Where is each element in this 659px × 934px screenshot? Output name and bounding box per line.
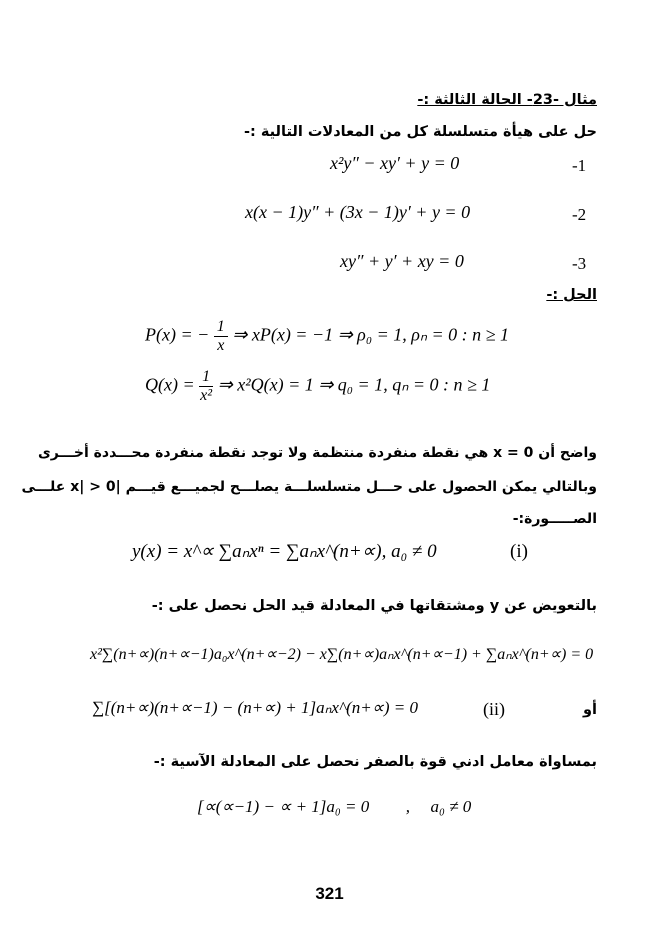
p-fraction-denominator: x bbox=[217, 337, 225, 354]
intro-text: حل على هيأة متسلسلة كل من المعادلات التالية :- bbox=[243, 124, 597, 140]
series-equation-tag: (i) bbox=[510, 541, 528, 562]
indicial-separator: , bbox=[405, 797, 411, 816]
paragraph-1-line-2: وبالتالي يمكن الحصول على حـــل متسلسلـــة يصلـــح لجميـــع قيـــم |x| > 0 علـــى bbox=[21, 479, 597, 495]
solution-label: الحل :- bbox=[546, 287, 597, 303]
q-fraction-numerator: 1 bbox=[199, 368, 213, 387]
indicial-condition: a₀ ≠ 0 bbox=[430, 797, 472, 816]
paragraph-2: بالتعويض عن y ومشتقاتها في المعادلة قيد الحل نحصل على :- bbox=[151, 598, 597, 614]
q-lhs: Q(x) = bbox=[145, 374, 195, 395]
q-rhs: ⇒ x²Q(x) = 1 ⇒ q₀ = 1, qₙ = 0 : n ≥ 1 bbox=[217, 374, 491, 395]
paragraph-1-line-1: واضح أن x = 0 هي نقطة منفردة منتظمة ولا توجد نقطة منفردة محـــددة أخـــرى bbox=[37, 445, 597, 461]
equation-ii-tag: (ii) bbox=[483, 699, 505, 719]
equation-1-label: -1 bbox=[572, 156, 587, 175]
p-equation bbox=[145, 318, 509, 355]
paragraph-3: بمساواة معامل ادني قوة بالصفر نحصل على المعادلة الآسية :- bbox=[153, 754, 597, 770]
equation-2-label: -2 bbox=[572, 205, 587, 224]
indicial-expression: [∝(∝−1) − ∝ + 1]a₀ = 0 bbox=[197, 797, 370, 816]
p-lhs: P(x) = − bbox=[145, 324, 210, 345]
q-fraction-denominator: x² bbox=[200, 387, 213, 404]
page-number: 321 bbox=[315, 884, 344, 903]
equation-2: x(x − 1)y″ + (3x − 1)y′ + y = 0 bbox=[245, 202, 471, 222]
indicial-equation bbox=[197, 797, 471, 817]
p-rhs: ⇒ xP(x) = −1 ⇒ ρ₀ = 1, ρₙ = 0 : n ≥ 1 bbox=[232, 324, 510, 345]
equation-ii: ∑[(n+∝)(n+∝−1) − (n+∝) + 1]aₙx^(n+∝) = 0 bbox=[92, 698, 418, 717]
p-fraction bbox=[214, 318, 228, 355]
q-equation bbox=[145, 368, 490, 405]
or-label: أو bbox=[583, 702, 597, 718]
paragraph-1-line-3: الصـــــورة:- bbox=[512, 511, 597, 527]
section-heading: مثال -23- الحالة الثالثة :- bbox=[417, 92, 597, 108]
q-fraction bbox=[199, 368, 213, 405]
equation-3: xy″ + y′ + xy = 0 bbox=[340, 251, 464, 271]
substituted-equation: x²∑(n+∝)(n+∝−1)a₀x^(n+∝−2) − x∑(n+∝)aₙx^(n+∝−1) + ∑aₙx^(n+∝) = 0 bbox=[90, 646, 594, 663]
series-equation: y(x) = x^∝ ∑aₙxⁿ = ∑aₙx^(n+∝), a₀ ≠ 0 bbox=[132, 541, 437, 562]
p-fraction-numerator: 1 bbox=[214, 318, 228, 337]
equation-3-label: -3 bbox=[572, 254, 587, 273]
equation-1: x²y″ − xy′ + y = 0 bbox=[330, 153, 460, 173]
